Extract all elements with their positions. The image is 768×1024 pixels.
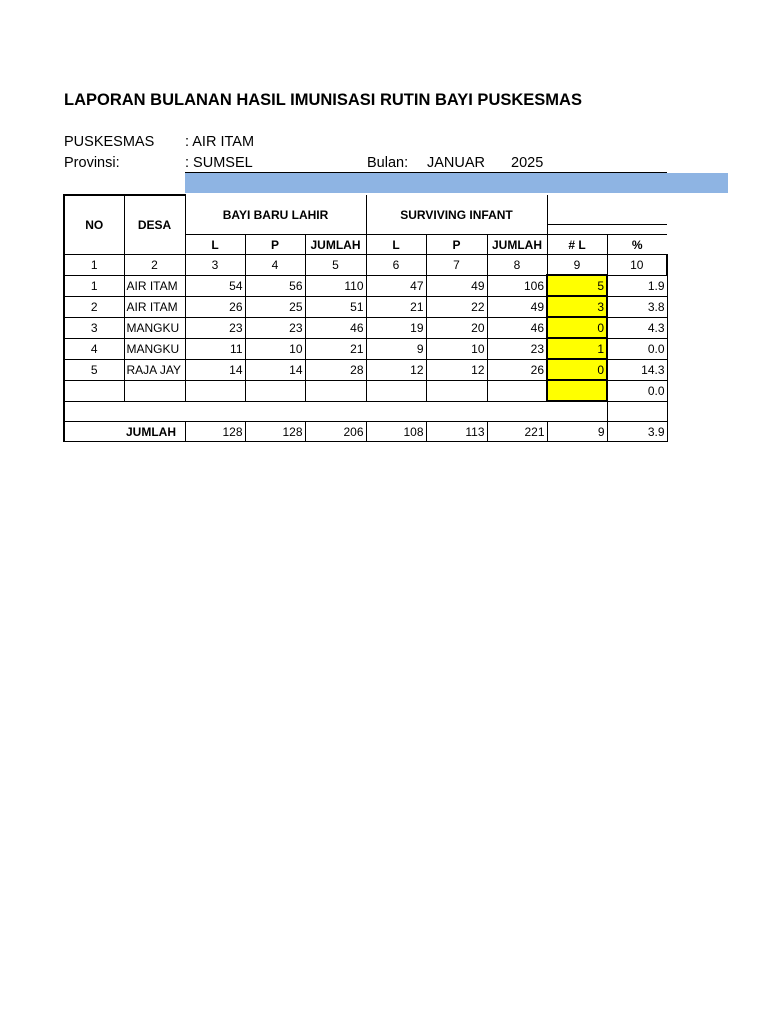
year-value: 2025 — [511, 155, 544, 171]
cell-no: 5 — [64, 359, 124, 380]
puskesmas-value: : AIR ITAM — [185, 134, 255, 150]
cell-no: 3 — [64, 317, 124, 338]
cell-si-l: 12 — [366, 359, 426, 380]
colnum-7: 7 — [426, 255, 487, 276]
cell-bbl-p: 23 — [245, 317, 305, 338]
colnum-1: 1 — [64, 255, 124, 276]
cell-bbl-l: 54 — [185, 275, 245, 296]
cell-si-jumlah: 23 — [487, 338, 547, 359]
puskesmas-label: PUSKESMAS — [64, 134, 155, 150]
colnum-8: 8 — [487, 255, 547, 276]
header-si-p: P — [426, 235, 487, 255]
cell-desa: AIR ITAM — [124, 275, 185, 296]
colnum-5: 5 — [305, 255, 366, 276]
cell-percent-extra: 0.0 — [607, 380, 667, 401]
cell-percent: 1.9 — [607, 275, 667, 296]
cell-si-jumlah: 46 — [487, 317, 547, 338]
cell-si-l: 47 — [366, 275, 426, 296]
cell-si-jumlah: 49 — [487, 296, 547, 317]
table-row — [64, 359, 667, 380]
bulan-label: Bulan: — [367, 155, 409, 171]
total-si-l: 108 — [366, 422, 426, 442]
cell-si-p: 20 — [426, 317, 487, 338]
cell-desa: MANGKU — [124, 317, 185, 338]
cell-count-l: 1 — [547, 338, 607, 359]
table-row — [64, 338, 667, 359]
cell-si-p: 10 — [426, 338, 487, 359]
colnum-4: 4 — [245, 255, 305, 276]
cell-si-jumlah: 106 — [487, 275, 547, 296]
cell-percent: 3.8 — [607, 296, 667, 317]
cell-desa: AIR ITAM — [124, 296, 185, 317]
colnum-6: 6 — [366, 255, 426, 276]
header-surviving-infant: SURVIVING INFANT — [366, 195, 547, 235]
cell-si-p: 49 — [426, 275, 487, 296]
header-count-l: # L — [547, 235, 607, 255]
header-si-jumlah: JUMLAH — [487, 235, 547, 255]
header-percent: % — [607, 235, 667, 255]
cell-bbl-l: 26 — [185, 296, 245, 317]
total-si-p: 113 — [426, 422, 487, 442]
colnum-10: 10 — [607, 255, 667, 276]
cell-bbl-p: 14 — [245, 359, 305, 380]
total-bbl-p: 128 — [245, 422, 305, 442]
header-bbl-jumlah: JUMLAH — [305, 235, 366, 255]
report-title: LAPORAN BULANAN HASIL IMUNISASI RUTIN BAYI PUSKESMAS — [64, 91, 582, 109]
cell-si-jumlah: 26 — [487, 359, 547, 380]
cell-no: 2 — [64, 296, 124, 317]
cell-bbl-l: 11 — [185, 338, 245, 359]
cell-si-l: 21 — [366, 296, 426, 317]
cell-no: 1 — [64, 275, 124, 296]
cell-percent: 14.3 — [607, 359, 667, 380]
cell-count-l: 3 — [547, 296, 607, 317]
header-empty-group — [547, 195, 667, 235]
cell-bbl-jumlah: 46 — [305, 317, 366, 338]
header-bayi-baru-lahir: BAYI BARU LAHIR — [185, 195, 366, 235]
cell-si-l: 19 — [366, 317, 426, 338]
cell-si-l: 9 — [366, 338, 426, 359]
table-row — [64, 275, 667, 296]
cell-bbl-p: 10 — [245, 338, 305, 359]
header-desa: DESA — [124, 195, 185, 255]
provinsi-value: : SUMSEL — [185, 155, 253, 171]
table-row — [64, 296, 667, 317]
cell-percent: 0.0 — [607, 338, 667, 359]
total-percent: 3.9 — [607, 422, 667, 442]
table-row-empty — [64, 380, 667, 401]
cell-bbl-jumlah: 21 — [305, 338, 366, 359]
colnum-9: 9 — [547, 255, 607, 276]
cell-count-l: 0 — [547, 359, 607, 380]
cell-percent: 4.3 — [607, 317, 667, 338]
total-count-l: 9 — [547, 422, 607, 442]
cell-no: 4 — [64, 338, 124, 359]
total-si-jumlah: 221 — [487, 422, 547, 442]
cell-bbl-l: 14 — [185, 359, 245, 380]
header-bbl-l: L — [185, 235, 245, 255]
immunization-table — [63, 194, 668, 442]
colnum-3: 3 — [185, 255, 245, 276]
cell-bbl-jumlah: 28 — [305, 359, 366, 380]
total-bbl-jumlah: 206 — [305, 422, 366, 442]
cell-bbl-p: 56 — [245, 275, 305, 296]
header-no: NO — [64, 195, 124, 255]
cell-bbl-jumlah: 51 — [305, 296, 366, 317]
cell-bbl-p: 25 — [245, 296, 305, 317]
cell-bbl-l: 23 — [185, 317, 245, 338]
header-si-l: L — [366, 235, 426, 255]
cell-desa: MANGKU — [124, 338, 185, 359]
header-bbl-p: P — [245, 235, 305, 255]
header-color-bar — [185, 173, 728, 193]
cell-si-p: 12 — [426, 359, 487, 380]
cell-count-l-empty — [547, 380, 607, 401]
total-row — [64, 422, 667, 442]
table-row — [64, 317, 667, 338]
cell-si-p: 22 — [426, 296, 487, 317]
provinsi-label: Provinsi: — [64, 155, 120, 171]
colnum-2: 2 — [124, 255, 185, 276]
cell-count-l: 5 — [547, 275, 607, 296]
cell-desa: RAJA JAY — [124, 359, 185, 380]
cell-bbl-jumlah: 110 — [305, 275, 366, 296]
total-bbl-l: 128 — [185, 422, 245, 442]
total-label: JUMLAH — [124, 422, 185, 442]
bulan-value: JANUAR — [427, 155, 486, 171]
table-spacer-row — [64, 401, 667, 422]
cell-count-l: 0 — [547, 317, 607, 338]
